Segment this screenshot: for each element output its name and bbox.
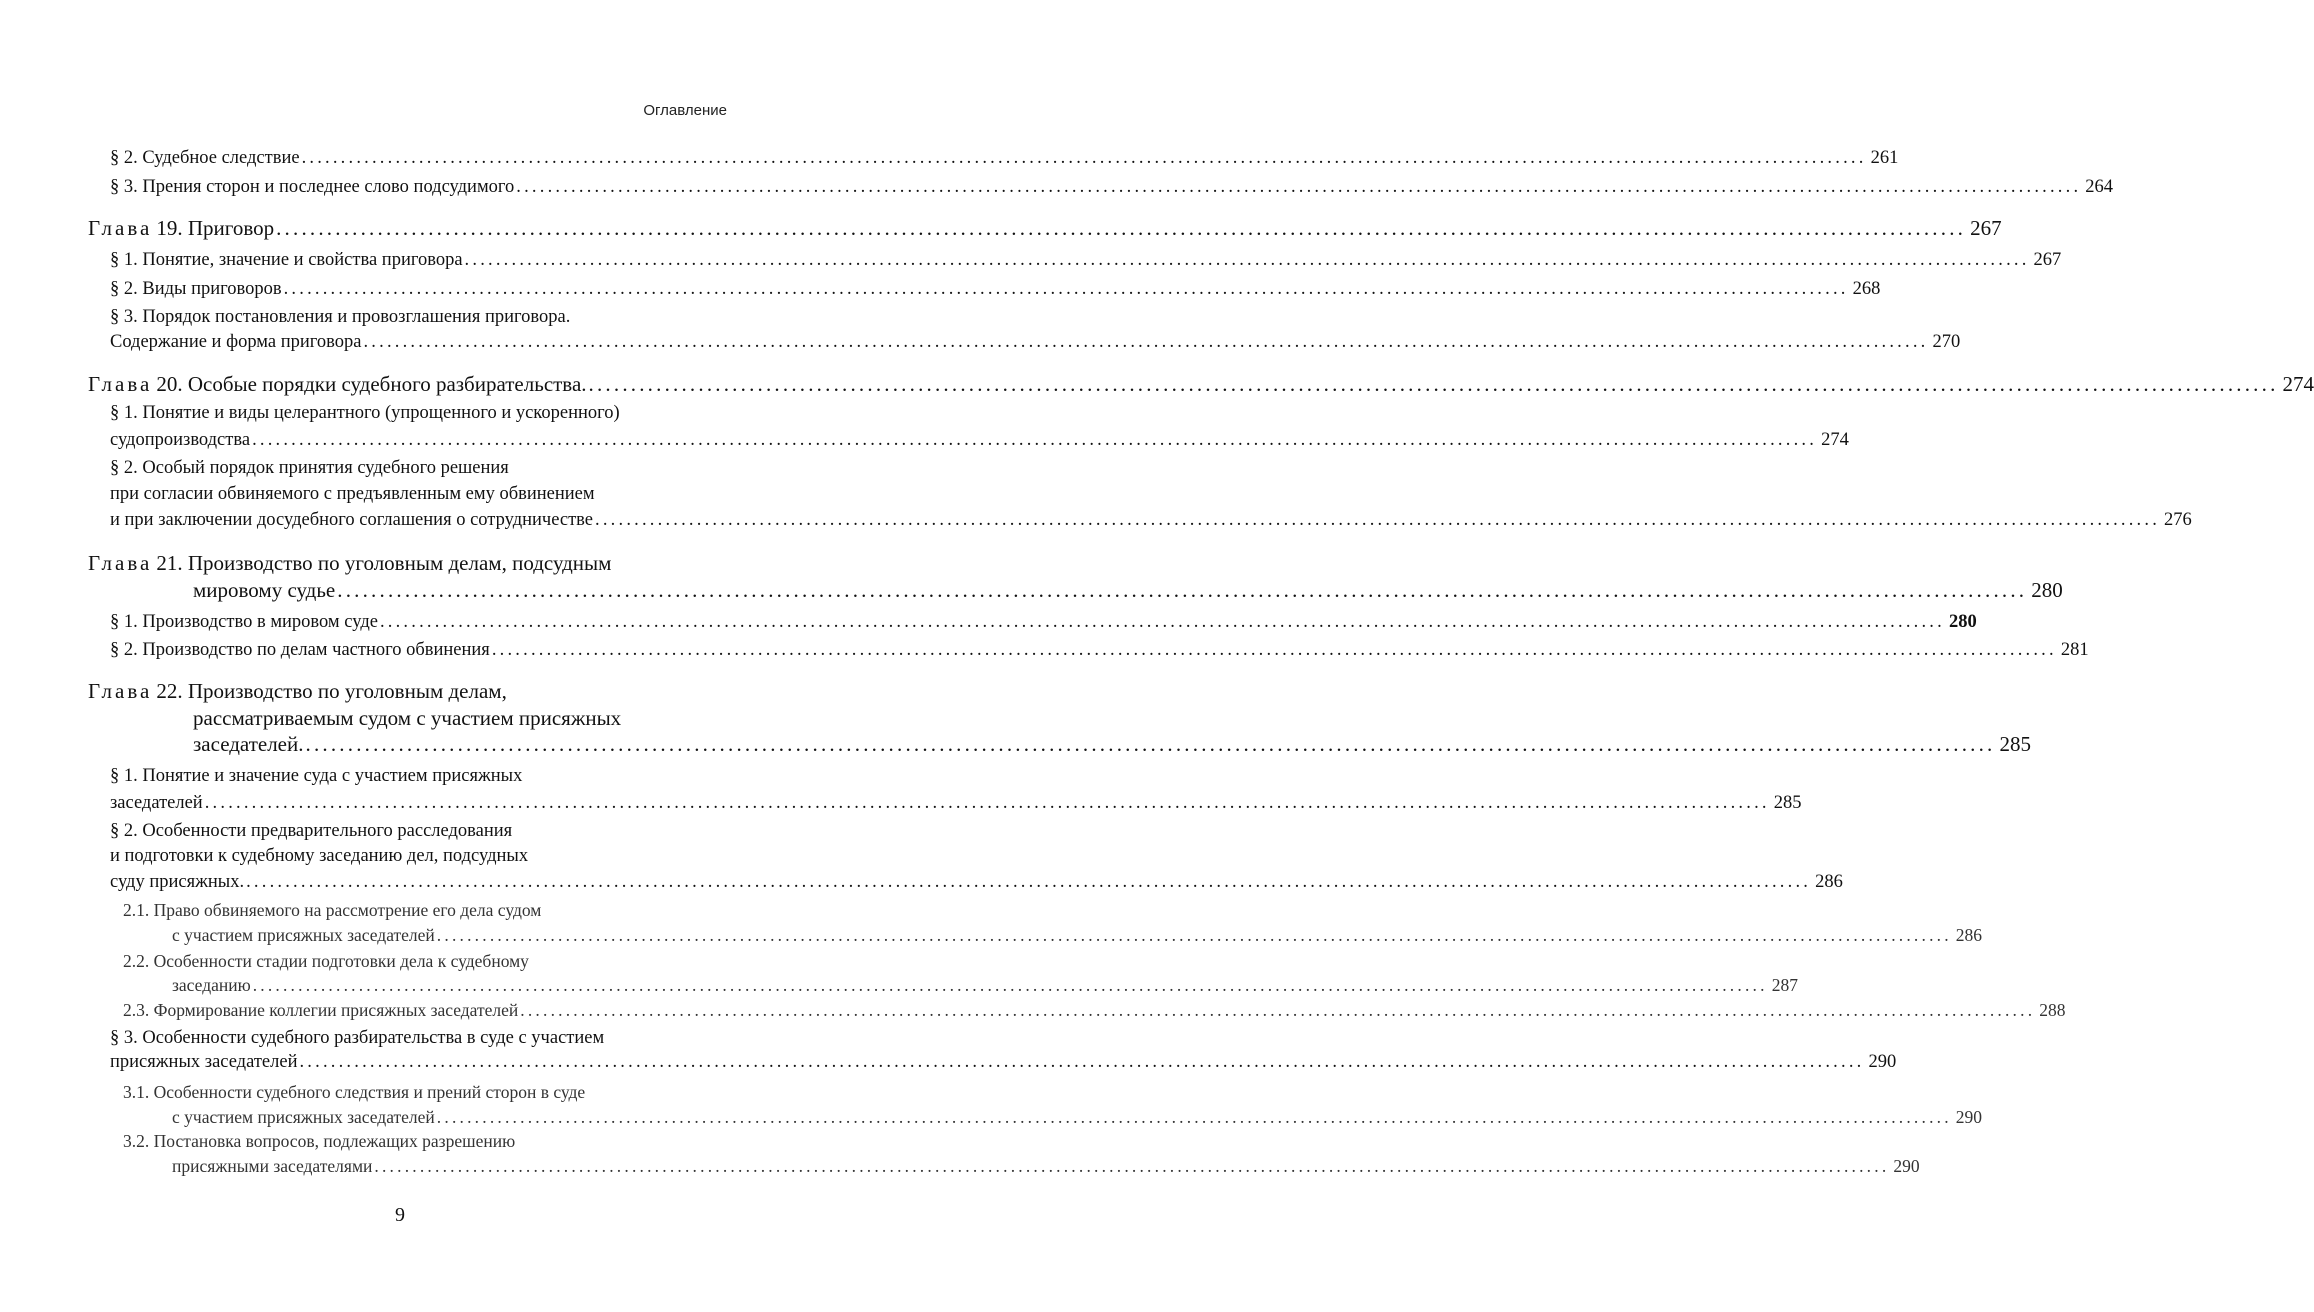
leader-dots: ........................................................................................................................................................................................................ (436, 1107, 1952, 1127)
toc-entry (110, 507, 2192, 533)
toc-entry-title: рассматриваемым судом с участием присяжных (193, 706, 622, 730)
toc-entry-title: 21. Производство по уголовным делам, подсудным (156, 551, 612, 575)
leader-dots: ........................................................................................................................................................................................................ (299, 1052, 1865, 1072)
toc-entry-title: и подготовки к судебному заседанию дел, подсудных (110, 846, 529, 866)
toc-page-number: 290 (1868, 1052, 1897, 1072)
toc-entry (88, 678, 507, 704)
leader-dots: ........................................................................................................................................................................................................ (588, 372, 2279, 396)
toc-entry (110, 145, 1899, 171)
toc-entry (110, 637, 2089, 663)
toc-entry-title: § 2. Судебное следствие (110, 148, 300, 168)
running-title: Оглавление (643, 102, 727, 119)
toc-page-number: 264 (2085, 177, 2114, 197)
toc-entry (88, 550, 611, 576)
page-number: 9 (395, 1204, 405, 1226)
toc-entry (110, 818, 512, 844)
toc-entry-title: 22. Производство по уголовным делам, (156, 679, 507, 703)
toc-page-number: 270 (1932, 332, 1961, 352)
toc-entry (110, 427, 1849, 453)
toc-entry-title: § 2. Особенности предварительного расследования (110, 821, 513, 841)
toc-entry (172, 1153, 1920, 1179)
toc-entry-title: § 2. Производство по делам частного обвинения (110, 640, 490, 660)
toc-entry (110, 843, 528, 869)
toc-entry (193, 731, 2031, 757)
toc-page-number: 280 (1948, 612, 1977, 632)
leader-dots: ........................................................................................................................................................................................................ (379, 612, 1945, 632)
toc-entry-title: мировому судье (193, 578, 336, 602)
toc-entry (110, 481, 595, 507)
toc-entry-title: судопроизводства (110, 430, 251, 450)
toc-entry (172, 972, 1798, 998)
leader-dots: ........................................................................................................................................................................................................ (520, 1000, 2036, 1020)
toc-entry (123, 897, 541, 923)
toc-entry-title: заседателей (110, 793, 203, 813)
toc-entry-title: § 3. Особенности судебного разбирательства в суде с участием (110, 1028, 605, 1048)
toc-page-number: 267 (1970, 216, 2002, 240)
leader-dots: ........................................................................................................................................................................................................ (491, 640, 2057, 660)
toc-entry-title: Содержание и форма приговора (110, 332, 362, 352)
toc-entry-title: § 2. Виды приговоров (110, 279, 282, 299)
toc-entry (110, 869, 1843, 895)
toc-entry (110, 174, 2114, 200)
chapter-label: Глава (88, 551, 153, 575)
toc-entry (110, 455, 509, 481)
toc-entry-title: § 3. Прения сторон и последнее слово подсудимого (110, 177, 515, 197)
toc-page-number: 286 (1815, 872, 1843, 892)
toc-entry-title: присяжных заседателей (110, 1052, 298, 1072)
toc-entry-title: 3.2. Постановка вопросов, подлежащих разрешению (123, 1131, 516, 1151)
toc-entry (110, 400, 620, 426)
toc-entry-title: § 1. Понятие и виды целерантного (упрощенного и ускоренного) (110, 403, 620, 423)
leader-dots: ........................................................................................................................................................................................................ (363, 332, 1929, 352)
leader-dots: ........................................................................................................................................................................................................ (305, 732, 1996, 756)
toc-page-number: 290 (1893, 1156, 1920, 1176)
toc-entry-title: с участием присяжных заседателей (172, 1107, 435, 1127)
toc-entry-title: § 1. Производство в мировом суде (110, 612, 378, 632)
toc-page-number: 288 (2039, 1000, 2066, 1020)
toc-entry-title: § 1. Понятие, значение и свойства приговора (110, 250, 463, 270)
toc-entry (123, 1128, 515, 1154)
leader-dots: ........................................................................................................................................................................................................ (374, 1156, 1890, 1176)
toc-page-number: 290 (1955, 1107, 1983, 1127)
toc-entry (172, 922, 1983, 948)
toc-entry-title: 2.3. Формирование коллегии присяжных заседателей (123, 1000, 519, 1020)
toc-entry (110, 790, 1802, 816)
toc-entry (110, 329, 1961, 355)
toc-entry (193, 705, 621, 731)
toc-entry-title: 2.1. Право обвиняемого на рассмотрение его дела судом (123, 900, 542, 920)
toc-page-number: 274 (1821, 430, 1849, 450)
toc-page-number: 261 (1870, 148, 1899, 168)
toc-page-number: 287 (1771, 975, 1798, 995)
leader-dots: ........................................................................................................................................................................................................ (252, 975, 1768, 995)
toc-page-number: 286 (1955, 925, 1983, 945)
toc-page-number: 276 (2164, 510, 2192, 530)
toc-entry (172, 1104, 1983, 1130)
leader-dots: ........................................................................................................................................................................................................ (283, 279, 1849, 299)
chapter-label: Глава (88, 679, 153, 703)
toc-page-number: 267 (2033, 250, 2062, 270)
toc-page-number: 280 (2031, 578, 2063, 602)
toc-entry-title: с участием присяжных заседателей (172, 925, 435, 945)
toc-page-number: 285 (1999, 732, 2031, 756)
leader-dots: ........................................................................................................................................................................................................ (595, 510, 2161, 530)
toc-page-number: 274 (2282, 372, 2314, 396)
toc-entry-title: заседанию (172, 975, 251, 995)
toc-page-number: 268 (1852, 279, 1881, 299)
chapter-label: Глава (88, 216, 153, 240)
toc-entry-title: 19. Приговор (156, 216, 275, 240)
toc-entry (88, 215, 2002, 241)
toc-entry (110, 763, 522, 789)
toc-entry (110, 304, 570, 330)
leader-dots: ........................................................................................................................................................................................................ (337, 578, 2028, 602)
toc-entry (110, 1025, 604, 1051)
toc-entry-title: при согласии обвиняемого с предъявленным ему обвинением (110, 484, 595, 504)
leader-dots: ........................................................................................................................................................................................................ (252, 430, 1818, 450)
toc-entry-title: присяжными заседателями (172, 1156, 373, 1176)
toc-entry-title: 20. Особые порядки судебного разбирательства. (156, 372, 587, 396)
leader-dots: ........................................................................................................................................................................................................ (436, 925, 1952, 945)
toc-entry (123, 948, 529, 974)
leader-dots: ........................................................................................................................................................................................................ (204, 793, 1770, 813)
toc-entry (193, 577, 2063, 603)
leader-dots: ........................................................................................................................................................................................................ (464, 250, 2030, 270)
toc-entry-title: § 2. Особый порядок принятия судебного решения (110, 458, 509, 478)
toc-entry (110, 1049, 1897, 1075)
toc-entry (110, 276, 1881, 302)
leader-dots: ........................................................................................................................................................................................................ (276, 216, 1967, 240)
toc-entry (110, 247, 2062, 273)
toc-entry (110, 609, 1977, 635)
toc-entry-title: § 3. Порядок постановления и провозглашения приговора. (110, 307, 571, 327)
leader-dots: ........................................................................................................................................................................................................ (516, 177, 2082, 197)
toc-page-number: 281 (2060, 640, 2089, 660)
toc-entry-title: суду присяжных. (110, 872, 245, 892)
toc-entry (123, 997, 2066, 1023)
toc-page-number: 285 (1773, 793, 1802, 813)
toc-entry-title: заседателей. (193, 732, 304, 756)
toc-entry (123, 1079, 585, 1105)
leader-dots: ........................................................................................................................................................................................................ (301, 148, 1867, 168)
toc-entry-title: § 1. Понятие и значение суда с участием присяжных (110, 766, 523, 786)
toc-entry (88, 371, 2314, 397)
leader-dots: ........................................................................................................................................................................................................ (246, 872, 1812, 892)
toc-entry-title: 3.1. Особенности судебного следствия и прений сторон в суде (123, 1082, 586, 1102)
toc-entry-title: 2.2. Особенности стадии подготовки дела к судебному (123, 951, 529, 971)
chapter-label: Глава (88, 372, 153, 396)
toc-entry-title: и при заключении досудебного соглашения о сотрудничестве (110, 510, 594, 530)
